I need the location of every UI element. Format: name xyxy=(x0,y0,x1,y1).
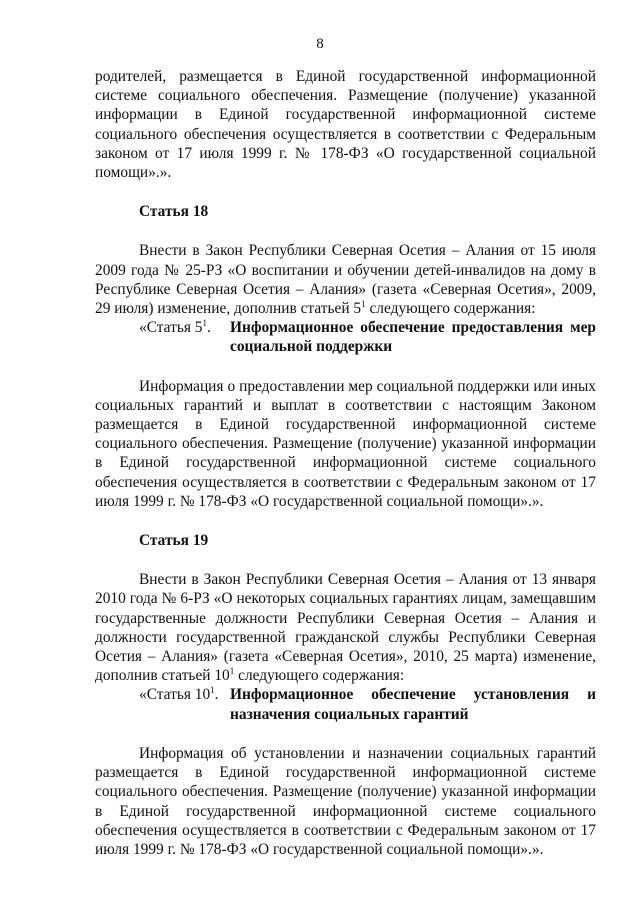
article-18-title-line-1: Информационное обеспечение предоставления мер xyxy=(230,319,596,337)
article-18-heading: Статья 18 xyxy=(139,203,209,221)
article-18-title-line-2: социальной поддержки xyxy=(230,338,393,356)
article-18-new-article-title xyxy=(230,318,596,356)
article-19-amendment xyxy=(95,570,596,685)
article-19-new-article xyxy=(95,685,596,723)
article-19-amendment-sup: 1 xyxy=(229,666,235,677)
article-19-title-line-1: Информационное обеспечение установления и xyxy=(230,686,596,704)
article-19-amendment-tail: следующего содержания: xyxy=(234,667,405,685)
article-18-amendment-text: Внести в Закон Республики Северная Осетия – Алания от 15 июля 2009 года № 25-РЗ «О воспитании и обучении детей-инвалидов на дому в Республике Северная Осетия – Алания» (газета «Северная Осетия», 2009, 29 июля) изменение, дополнив статьей 5 xyxy=(95,242,596,318)
article-19-body: Информация об установлении и назначении социальных гарантий размещается в Единой государственной информационной системе социального обеспечения. Размещение (получение) указанной информации в Единой государственной информационной системе социального обеспечения осуществляется в соответствии с Федеральным законом от 17 июля 1999 г. № 178-ФЗ «О государственной социальной помощи».». xyxy=(95,744,596,858)
article-18-amendment-tail: следующего содержания: xyxy=(365,300,536,318)
page-number: 8 xyxy=(316,36,324,52)
article-19-title-line-2: назначения социальных гарантий xyxy=(230,705,469,723)
article-18-new-article xyxy=(95,318,596,356)
article-19-heading: Статья 19 xyxy=(139,532,209,550)
article-19-amendment-text: Внести в Закон Республики Северная Осетия – Алания от 13 января 2010 года № 6-РЗ «О некоторых социальных гарантиях лицам, замещавшим государственные должности Республики Северная Осетия – Алания и должности государственной гражданской службы Республики Северная Осетия – Алания» (газета «Северная Осетия», 2010, 25 марта) изменение, дополнив статьей 10 xyxy=(95,571,596,685)
article-19-new-article-title xyxy=(230,685,596,723)
document-body xyxy=(95,67,596,859)
intro-paragraph: родителей, размещается в Единой государственной информационной системе социального обеспечения. Размещение (получение) указанной информации в Единой государственной информационной системе социального обеспечения осуществляется в соответствии с Федеральным законом от 17 июля 1999 г. № 178-ФЗ «О государственной социальной помощи».». xyxy=(95,68,596,182)
article-18-amendment xyxy=(95,241,596,318)
article-18-amendment-sup: 1 xyxy=(361,298,366,309)
article-19-new-article-label: «Статья $10^1$. xyxy=(139,685,219,704)
article-18-new-article-label: «Статья $5^1$. xyxy=(139,318,211,337)
article-18-body: Информация о предоставлении мер социальной поддержки или иных социальных гарантий и выплат в соответствии с настоящим Законом размещается в Единой государственной информационной системе социального обеспечения. Размещение (получение) указанной информации в Единой государственной информационной системе социального обеспечения осуществляется в соответствии с Федеральным законом от 17 июля 1999 г. № 178-ФЗ «О государственной социальной помощи».». xyxy=(95,377,596,510)
